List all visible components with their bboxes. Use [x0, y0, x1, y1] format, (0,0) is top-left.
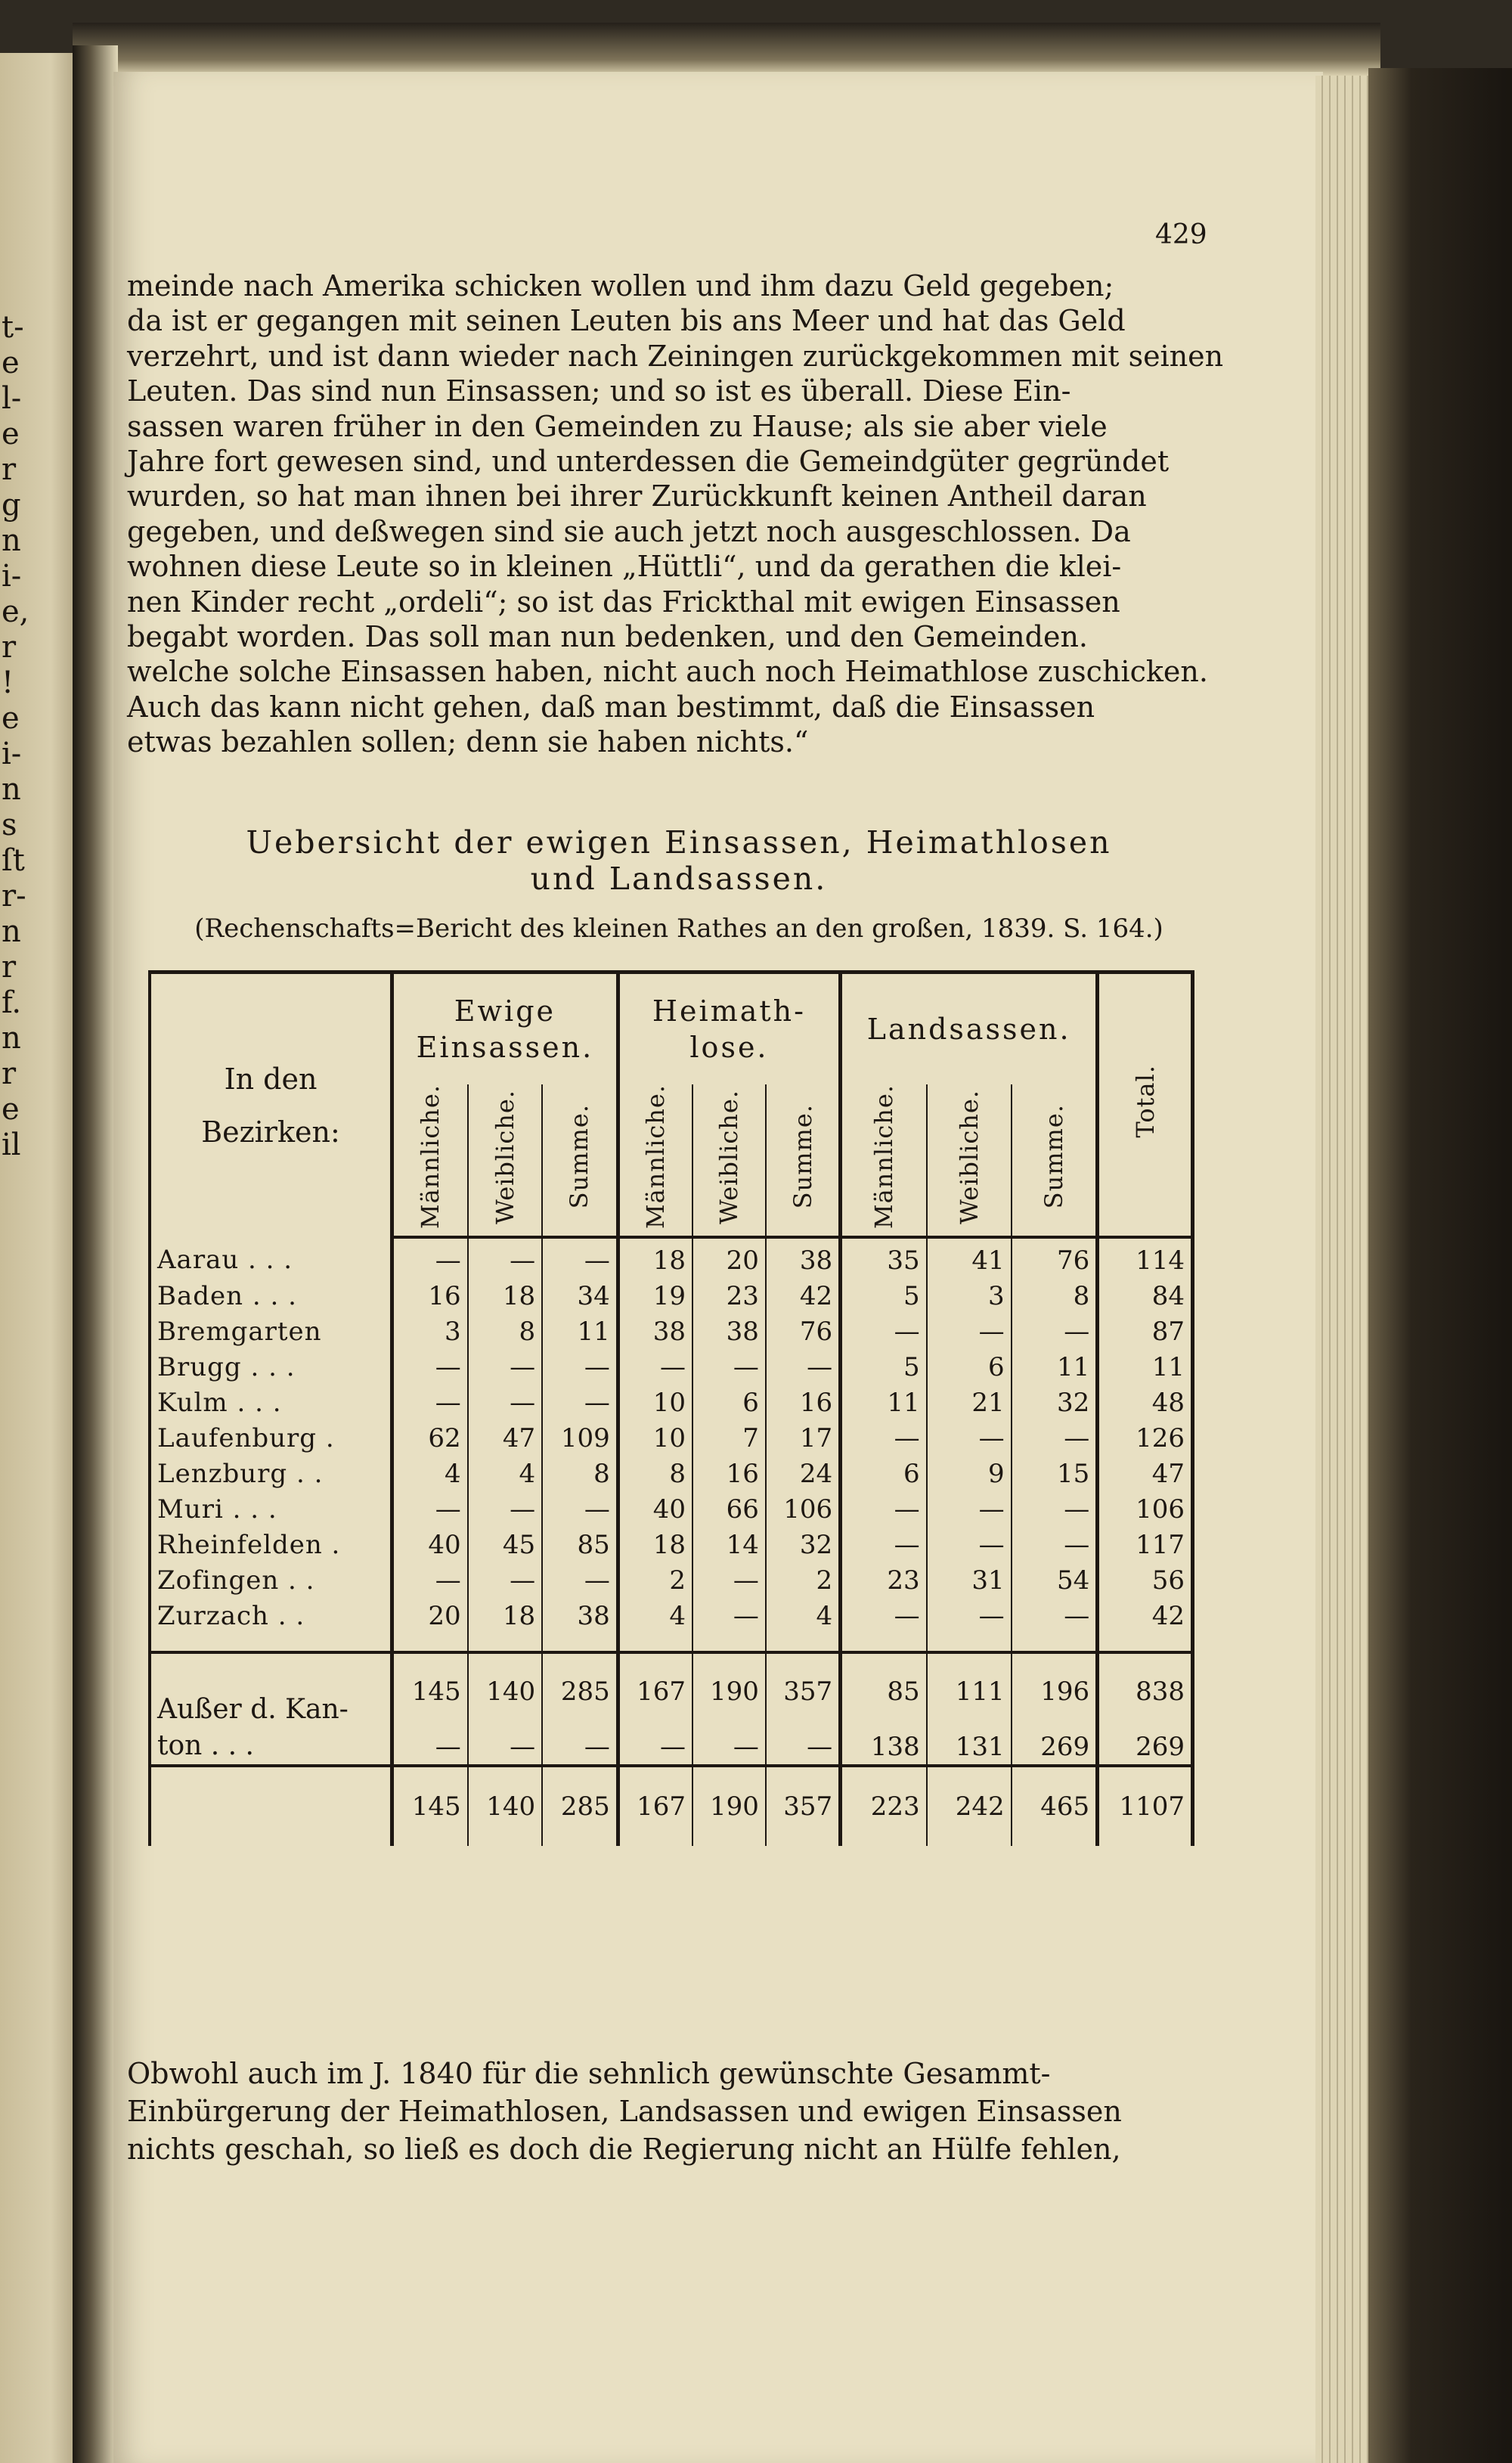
table-totals	[150, 1634, 1193, 1846]
outside-cell: —	[392, 1729, 468, 1766]
subhead-label: Weibliche.	[714, 1089, 744, 1224]
table-cell: 4	[468, 1456, 542, 1492]
text-line: begabt worden. Das soll man nun bedenken, und den Gemeinden.	[127, 620, 1089, 654]
subhead	[692, 1084, 766, 1237]
left-page-fragment: e	[2, 346, 20, 380]
district-name: Rheinfelden .	[150, 1528, 392, 1563]
subtotal-cell: 167	[618, 1652, 692, 1729]
table-cell: —	[392, 1237, 468, 1279]
left-page-fragment: f.	[2, 985, 22, 1020]
table-row	[150, 1563, 1193, 1599]
table-cell: 117	[1098, 1528, 1193, 1563]
district-name: Brugg . . .	[150, 1350, 392, 1385]
grand_total-cell: 1107	[1098, 1766, 1193, 1846]
table-row	[150, 1492, 1193, 1528]
table-cell: 5	[841, 1279, 927, 1314]
table-row	[150, 1599, 1193, 1634]
grand_total-cell: 285	[542, 1766, 618, 1846]
left-page-fragment: l-	[2, 381, 22, 416]
table-cell: —	[1012, 1599, 1098, 1634]
left-page-fragment: n	[2, 523, 21, 558]
table-title-line: und Landsassen.	[530, 861, 828, 897]
table-cell: —	[468, 1350, 542, 1385]
table-row	[150, 1385, 1193, 1421]
table-cell: 4	[392, 1456, 468, 1492]
table-cell: 42	[1098, 1599, 1193, 1634]
district-name: Lenzburg . .	[150, 1456, 392, 1492]
table-cell: 15	[1012, 1456, 1098, 1492]
total-header-label: Total.	[1130, 1065, 1160, 1138]
group-header-line: Einsassen.	[416, 1031, 594, 1064]
group-header-landsassen	[841, 972, 1098, 1085]
table-cell: 11	[542, 1314, 618, 1350]
table-cell: 34	[542, 1279, 618, 1314]
table-row	[150, 1421, 1193, 1456]
table-cell: —	[542, 1385, 618, 1421]
text-line: sassen waren früher in den Gemeinden zu Hause; als sie aber viele	[127, 409, 1108, 443]
district-name: Baden . . .	[150, 1279, 392, 1314]
subhead	[542, 1084, 618, 1237]
subtotal-cell: 838	[1098, 1652, 1193, 1729]
district-name: Zofingen . .	[150, 1563, 392, 1599]
table-title	[127, 824, 1231, 897]
text-line: meinde nach Amerika schicken wollen und ihm dazu Geld gegeben;	[127, 269, 1114, 302]
table-cell: —	[542, 1237, 618, 1279]
table-cell: —	[468, 1492, 542, 1528]
table-cell: 17	[766, 1421, 841, 1456]
left-page-fragments	[2, 310, 29, 1163]
table-cell: 32	[1012, 1385, 1098, 1421]
table-cell: 106	[1098, 1492, 1193, 1528]
table-cell: 4	[618, 1599, 692, 1634]
table-cell: 32	[766, 1528, 841, 1563]
table-cell: —	[692, 1563, 766, 1599]
table-row	[150, 1237, 1193, 1279]
text-line: verzehrt, und ist dann wieder nach Zeiningen zurückgekommen mit seinen	[127, 339, 1224, 373]
table-cell: 31	[927, 1563, 1012, 1599]
outside-cell: —	[692, 1729, 766, 1766]
table-cell: 8	[618, 1456, 692, 1492]
page-number: 429	[1155, 219, 1207, 250]
body-paragraph	[127, 268, 1231, 760]
outside-label-line: Außer d. Kan-	[157, 1694, 349, 1726]
table-cell: 126	[1098, 1421, 1193, 1456]
table-cell: 6	[692, 1385, 766, 1421]
outside-cell: —	[468, 1729, 542, 1766]
subhead	[841, 1084, 927, 1237]
table-cell: —	[692, 1350, 766, 1385]
table-cell: 20	[692, 1237, 766, 1279]
table-cell: —	[841, 1421, 927, 1456]
table-cell: 18	[618, 1528, 692, 1563]
left-page-fragment: e,	[2, 594, 29, 629]
table-cell: 47	[1098, 1456, 1193, 1492]
table-cell: 16	[392, 1279, 468, 1314]
left-page-fragment: n	[2, 914, 21, 949]
grand_total-cell: 190	[692, 1766, 766, 1846]
left-page-fragment: i-	[2, 737, 22, 771]
table-cell: 4	[766, 1599, 841, 1634]
subtotal-cell: 190	[692, 1652, 766, 1729]
table-body	[150, 1237, 1193, 1634]
table-cell: 23	[841, 1563, 927, 1599]
total-header	[1098, 972, 1193, 1238]
closing-paragraph	[127, 2055, 1231, 2168]
subtotal-cell: 357	[766, 1652, 841, 1729]
table-cell: 76	[1012, 1237, 1098, 1279]
table-row	[150, 1279, 1193, 1314]
district-name: Laufenburg .	[150, 1421, 392, 1456]
group-header-line: Landsassen.	[866, 1013, 1071, 1046]
table-cell: 11	[1012, 1350, 1098, 1385]
table-cell: 16	[692, 1456, 766, 1492]
table-cell: 48	[1098, 1385, 1193, 1421]
left-page-fragment: e	[2, 1092, 20, 1127]
table-cell: —	[542, 1350, 618, 1385]
outside-cell: —	[618, 1729, 692, 1766]
outside-canton-label	[150, 1652, 392, 1766]
table-cell: 47	[468, 1421, 542, 1456]
table-cell: 18	[468, 1279, 542, 1314]
book-cover-edge	[1368, 68, 1512, 2463]
text-line: nen Kinder recht „ordeli“; so ist das Frickthal mit ewigen Einsassen	[127, 585, 1120, 619]
table-cell: 42	[766, 1279, 841, 1314]
text-line: etwas bezahlen sollen; denn sie haben nichts.“	[127, 725, 809, 759]
table-cell: 20	[392, 1599, 468, 1634]
text-line: wohnen diese Leute so in kleinen „Hüttli“, und da gerathen die klei-	[127, 550, 1122, 584]
group-header-line: Heimath-	[652, 994, 806, 1028]
table-row	[150, 1314, 1193, 1350]
table-cell: —	[841, 1492, 927, 1528]
subhead-label: Summe.	[1039, 1104, 1068, 1209]
text-line: Leuten. Das sind nun Einsassen; und so ist es überall. Diese Ein-	[127, 374, 1071, 408]
outside-cell: —	[542, 1729, 618, 1766]
table-cell: 85	[542, 1528, 618, 1563]
text-line: nichts geschah, so ließ es doch die Regierung nicht an Hülfe fehlen,	[127, 2133, 1121, 2166]
subhead	[618, 1084, 692, 1237]
table-row	[150, 1456, 1193, 1492]
table-cell: 8	[542, 1456, 618, 1492]
subhead-label: Summe.	[788, 1104, 817, 1209]
left-page-fragment: t-	[2, 310, 24, 345]
table-cell: 41	[927, 1237, 1012, 1279]
district-header-line: In den	[224, 1062, 318, 1097]
grand_total-cell: 223	[841, 1766, 927, 1846]
table-cell: —	[542, 1492, 618, 1528]
grand_total-cell: 167	[618, 1766, 692, 1846]
left-page-fragment: i-	[2, 559, 22, 594]
table-cell: —	[392, 1563, 468, 1599]
table-cell: —	[927, 1528, 1012, 1563]
subhead-label: Männliche.	[641, 1084, 671, 1230]
left-page-fragment: n	[2, 1021, 21, 1056]
table-cell: 38	[766, 1237, 841, 1279]
table-cell: 35	[841, 1237, 927, 1279]
district-name: Muri . . .	[150, 1492, 392, 1528]
table-cell: —	[1012, 1314, 1098, 1350]
left-page-fragment: e	[2, 701, 20, 736]
table-cell: 8	[1012, 1279, 1098, 1314]
table-cell: 54	[1012, 1563, 1098, 1599]
subhead-label: Weibliche.	[490, 1089, 519, 1224]
table-cell: 3	[927, 1279, 1012, 1314]
table-cell: 38	[692, 1314, 766, 1350]
table-cell: —	[618, 1350, 692, 1385]
table-cell: 87	[1098, 1314, 1193, 1350]
subtotal-cell: 285	[542, 1652, 618, 1729]
table-cell: 109	[542, 1421, 618, 1456]
table-cell: —	[841, 1314, 927, 1350]
district-name: Kulm . . .	[150, 1385, 392, 1421]
table-cell: —	[392, 1350, 468, 1385]
statistics-table	[148, 970, 1194, 1846]
text-line: Jahre fort gewesen sind, und unterdessen die Gemeindgüter gegründet	[127, 445, 1170, 479]
grand-total-label	[150, 1766, 392, 1846]
subhead	[468, 1084, 542, 1237]
subtotal-cell: 85	[841, 1652, 927, 1729]
grand_total-cell: 357	[766, 1766, 841, 1846]
grand_total-cell: 465	[1012, 1766, 1098, 1846]
text-line: da ist er gegangen mit seinen Leuten bis ans Meer und hat das Geld	[127, 304, 1126, 338]
table-cell: 7	[692, 1421, 766, 1456]
left-page-fragment: s	[2, 808, 17, 842]
table-cell: —	[927, 1314, 1012, 1350]
district-header	[150, 972, 392, 1238]
table-cell: 84	[1098, 1279, 1193, 1314]
subhead	[392, 1084, 468, 1237]
text-line: Auch das kann nicht gehen, daß man bestimmt, daß die Einsassen	[127, 690, 1095, 724]
table-cell: 40	[618, 1492, 692, 1528]
subhead-label: Männliche.	[416, 1084, 445, 1230]
table-cell: 11	[841, 1385, 927, 1421]
table-cell: —	[841, 1528, 927, 1563]
outside-cell: 131	[927, 1729, 1012, 1766]
subtotal-row	[150, 1652, 1193, 1729]
table-cell: —	[1012, 1421, 1098, 1456]
table-cell: 66	[692, 1492, 766, 1528]
grand_total-cell: 242	[927, 1766, 1012, 1846]
grand_total-cell: 145	[392, 1766, 468, 1846]
grand-total-row	[150, 1766, 1193, 1846]
district-name: Zurzach . .	[150, 1599, 392, 1634]
subhead-label: Summe.	[565, 1104, 594, 1209]
table-cell: 38	[542, 1599, 618, 1634]
left-page-fragment: r-	[2, 879, 26, 914]
table-cell: —	[766, 1350, 841, 1385]
table-cell: 23	[692, 1279, 766, 1314]
text-line: welche solche Einsassen haben, nicht auch noch Heimathlose zuschicken.	[127, 655, 1208, 689]
table-cell: 10	[618, 1385, 692, 1421]
table-cell: 76	[766, 1314, 841, 1350]
outside-cell: —	[766, 1729, 841, 1766]
left-page-fragment: il	[2, 1128, 21, 1162]
outside-cell: 269	[1098, 1729, 1193, 1766]
separator-row	[150, 1634, 1193, 1652]
table-cell: —	[927, 1492, 1012, 1528]
subhead-label: Weibliche.	[954, 1089, 984, 1224]
district-name: Aarau . . .	[150, 1237, 392, 1279]
left-page-fragment: e	[2, 417, 20, 451]
left-page-fragment: !	[2, 665, 14, 700]
district-name: Bremgarten	[150, 1314, 392, 1350]
table-cell: 2	[766, 1563, 841, 1599]
table-cell: —	[392, 1385, 468, 1421]
table-cell: 106	[766, 1492, 841, 1528]
left-page-fragment: r	[2, 452, 17, 487]
subhead	[766, 1084, 841, 1237]
table-cell: 3	[392, 1314, 468, 1350]
left-page-edge	[0, 53, 73, 2463]
subtotal-cell: 145	[392, 1652, 468, 1729]
table-cell: 5	[841, 1350, 927, 1385]
table-cell: —	[1012, 1492, 1098, 1528]
left-page-fragment: r	[2, 950, 17, 985]
table-cell: —	[927, 1421, 1012, 1456]
grand_total-cell: 140	[468, 1766, 542, 1846]
table-cell: 45	[468, 1528, 542, 1563]
table-cell: —	[542, 1563, 618, 1599]
table-cell: —	[468, 1563, 542, 1599]
table-cell: 11	[1098, 1350, 1193, 1385]
table-cell: 2	[618, 1563, 692, 1599]
group-header-heimathlose	[618, 972, 840, 1085]
table-cell: 9	[927, 1456, 1012, 1492]
book-top-edge	[73, 23, 1380, 76]
left-page-fragment: ſt	[2, 843, 25, 878]
text-line: Einbürgerung der Heimathlosen, Landsassen und ewigen Einsassen	[127, 2095, 1122, 2128]
left-page-fragment: g	[2, 488, 21, 523]
outside-cell: 269	[1012, 1729, 1098, 1766]
subhead	[1012, 1084, 1098, 1237]
table-cell: 10	[618, 1421, 692, 1456]
subhead	[927, 1084, 1012, 1237]
subtotal-cell: 111	[927, 1652, 1012, 1729]
subtotal-cell: 196	[1012, 1652, 1098, 1729]
table-cell: 24	[766, 1456, 841, 1492]
left-page-fragment: r	[2, 630, 17, 665]
table-cell: 19	[618, 1279, 692, 1314]
table-cell: —	[468, 1385, 542, 1421]
table-cell: 14	[692, 1528, 766, 1563]
table-cell: 62	[392, 1421, 468, 1456]
table-cell: —	[1012, 1528, 1098, 1563]
table-cell: 18	[618, 1237, 692, 1279]
table-cell: 18	[468, 1599, 542, 1634]
table-cell: 38	[618, 1314, 692, 1350]
table-cell: 56	[1098, 1563, 1193, 1599]
text-line: wurden, so hat man ihnen bei ihrer Zurückkunft keinen Antheil daran	[127, 479, 1147, 513]
book-spine	[73, 45, 118, 2463]
group-header-line: lose.	[689, 1031, 769, 1064]
outside-label-line: ton . . .	[157, 1730, 254, 1762]
table-row	[150, 1350, 1193, 1385]
table-cell: 6	[927, 1350, 1012, 1385]
table-title-line: Uebersicht der ewigen Einsassen, Heimathlosen	[246, 824, 1112, 861]
table-cell: —	[692, 1599, 766, 1634]
group-header-line: Ewige	[454, 994, 556, 1028]
outside-cell: 138	[841, 1729, 927, 1766]
subtotal-cell: 140	[468, 1652, 542, 1729]
table-cell: —	[392, 1492, 468, 1528]
group-header-einsassen	[392, 972, 618, 1085]
table-cell: —	[841, 1599, 927, 1634]
left-page-fragment: n	[2, 772, 21, 807]
page-stack-edges	[1315, 76, 1376, 2463]
district-header-line: Bezirken:	[201, 1115, 340, 1149]
table-row	[150, 1528, 1193, 1563]
table-cell: —	[468, 1237, 542, 1279]
subhead-label: Männliche.	[869, 1084, 899, 1230]
table-cell: 6	[841, 1456, 927, 1492]
text-line: Obwohl auch im J. 1840 für die sehnlich gewünschte Gesammt-	[127, 2057, 1051, 2090]
table-source: (Rechenschafts=Bericht des kleinen Rathes an den großen, 1839. S. 164.)	[194, 914, 1163, 944]
table-cell: 114	[1098, 1237, 1193, 1279]
left-page-fragment: r	[2, 1056, 17, 1091]
table-cell: —	[927, 1599, 1012, 1634]
table-cell: 21	[927, 1385, 1012, 1421]
text-line: gegeben, und deßwegen sind sie auch jetzt noch ausgeschlossen. Da	[127, 514, 1131, 548]
table-cell: 40	[392, 1528, 468, 1563]
table-cell: 8	[468, 1314, 542, 1350]
table-cell: 16	[766, 1385, 841, 1421]
